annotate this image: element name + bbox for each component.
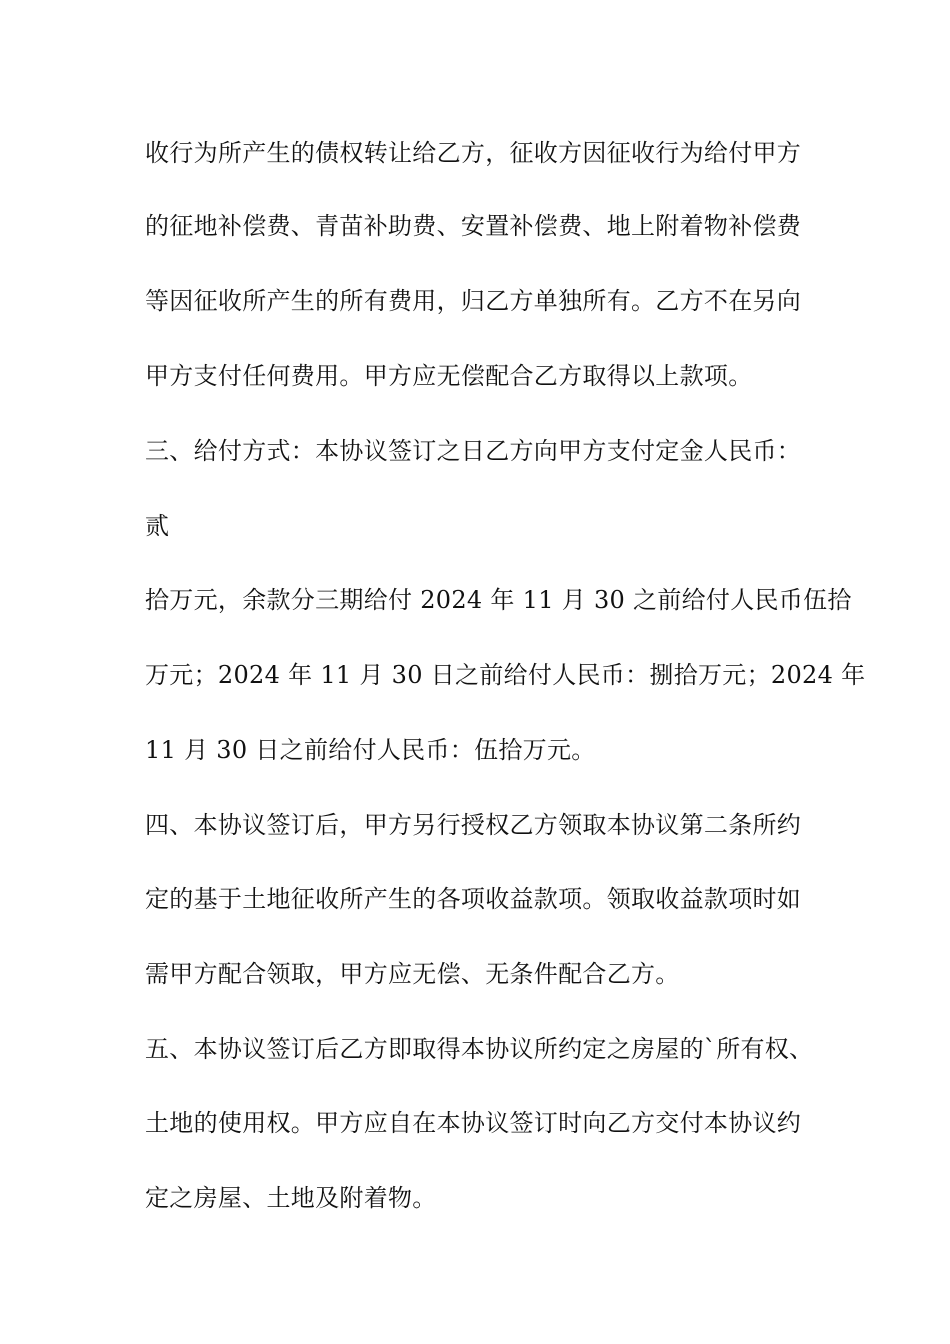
text-line: 收行为所产生的债权转让给乙方，征收方因征收行为给付甲方 (145, 139, 802, 167)
text-line: 需甲方配合领取，甲方应无偿、无条件配合乙方。 (145, 960, 680, 988)
section-five-line: 五、本协议签订后乙方即取得本协议所约定之房屋的`所有权、 (145, 1035, 814, 1063)
section-four-line: 四、本协议签订后，甲方另行授权乙方领取本协议第二条所约 (145, 811, 802, 839)
text-line: 拾万元，余款分三期给付 2024 年 11 月 30 之前给付人民币伍拾 (145, 586, 852, 614)
text-line: 定的基于土地征收所产生的各项收益款项。领取收益款项时如 (145, 885, 802, 913)
text-line: 万元；2024 年 11 月 30 日之前给付人民币：捌拾万元；2024 年 (145, 661, 866, 689)
text-line: 贰 (145, 512, 170, 540)
text-line: 甲方支付任何费用。甲方应无偿配合乙方取得以上款项。 (145, 362, 753, 390)
text-line: 的征地补偿费、青苗补助费、安置补偿费、地上附着物补偿费 (145, 212, 802, 240)
text-line: 等因征收所产生的所有费用，归乙方单独所有。乙方不在另向 (145, 287, 802, 315)
text-line: 土地的使用权。甲方应自在本协议签订时向乙方交付本协议约 (145, 1109, 802, 1137)
text-line: 定之房屋、土地及附着物。 (145, 1184, 437, 1212)
section-three-line: 三、给付方式：本协议签订之日乙方向甲方支付定金人民币： (145, 437, 802, 465)
text-line: 11 月 30 日之前给付人民币：伍拾万元。 (145, 736, 596, 764)
